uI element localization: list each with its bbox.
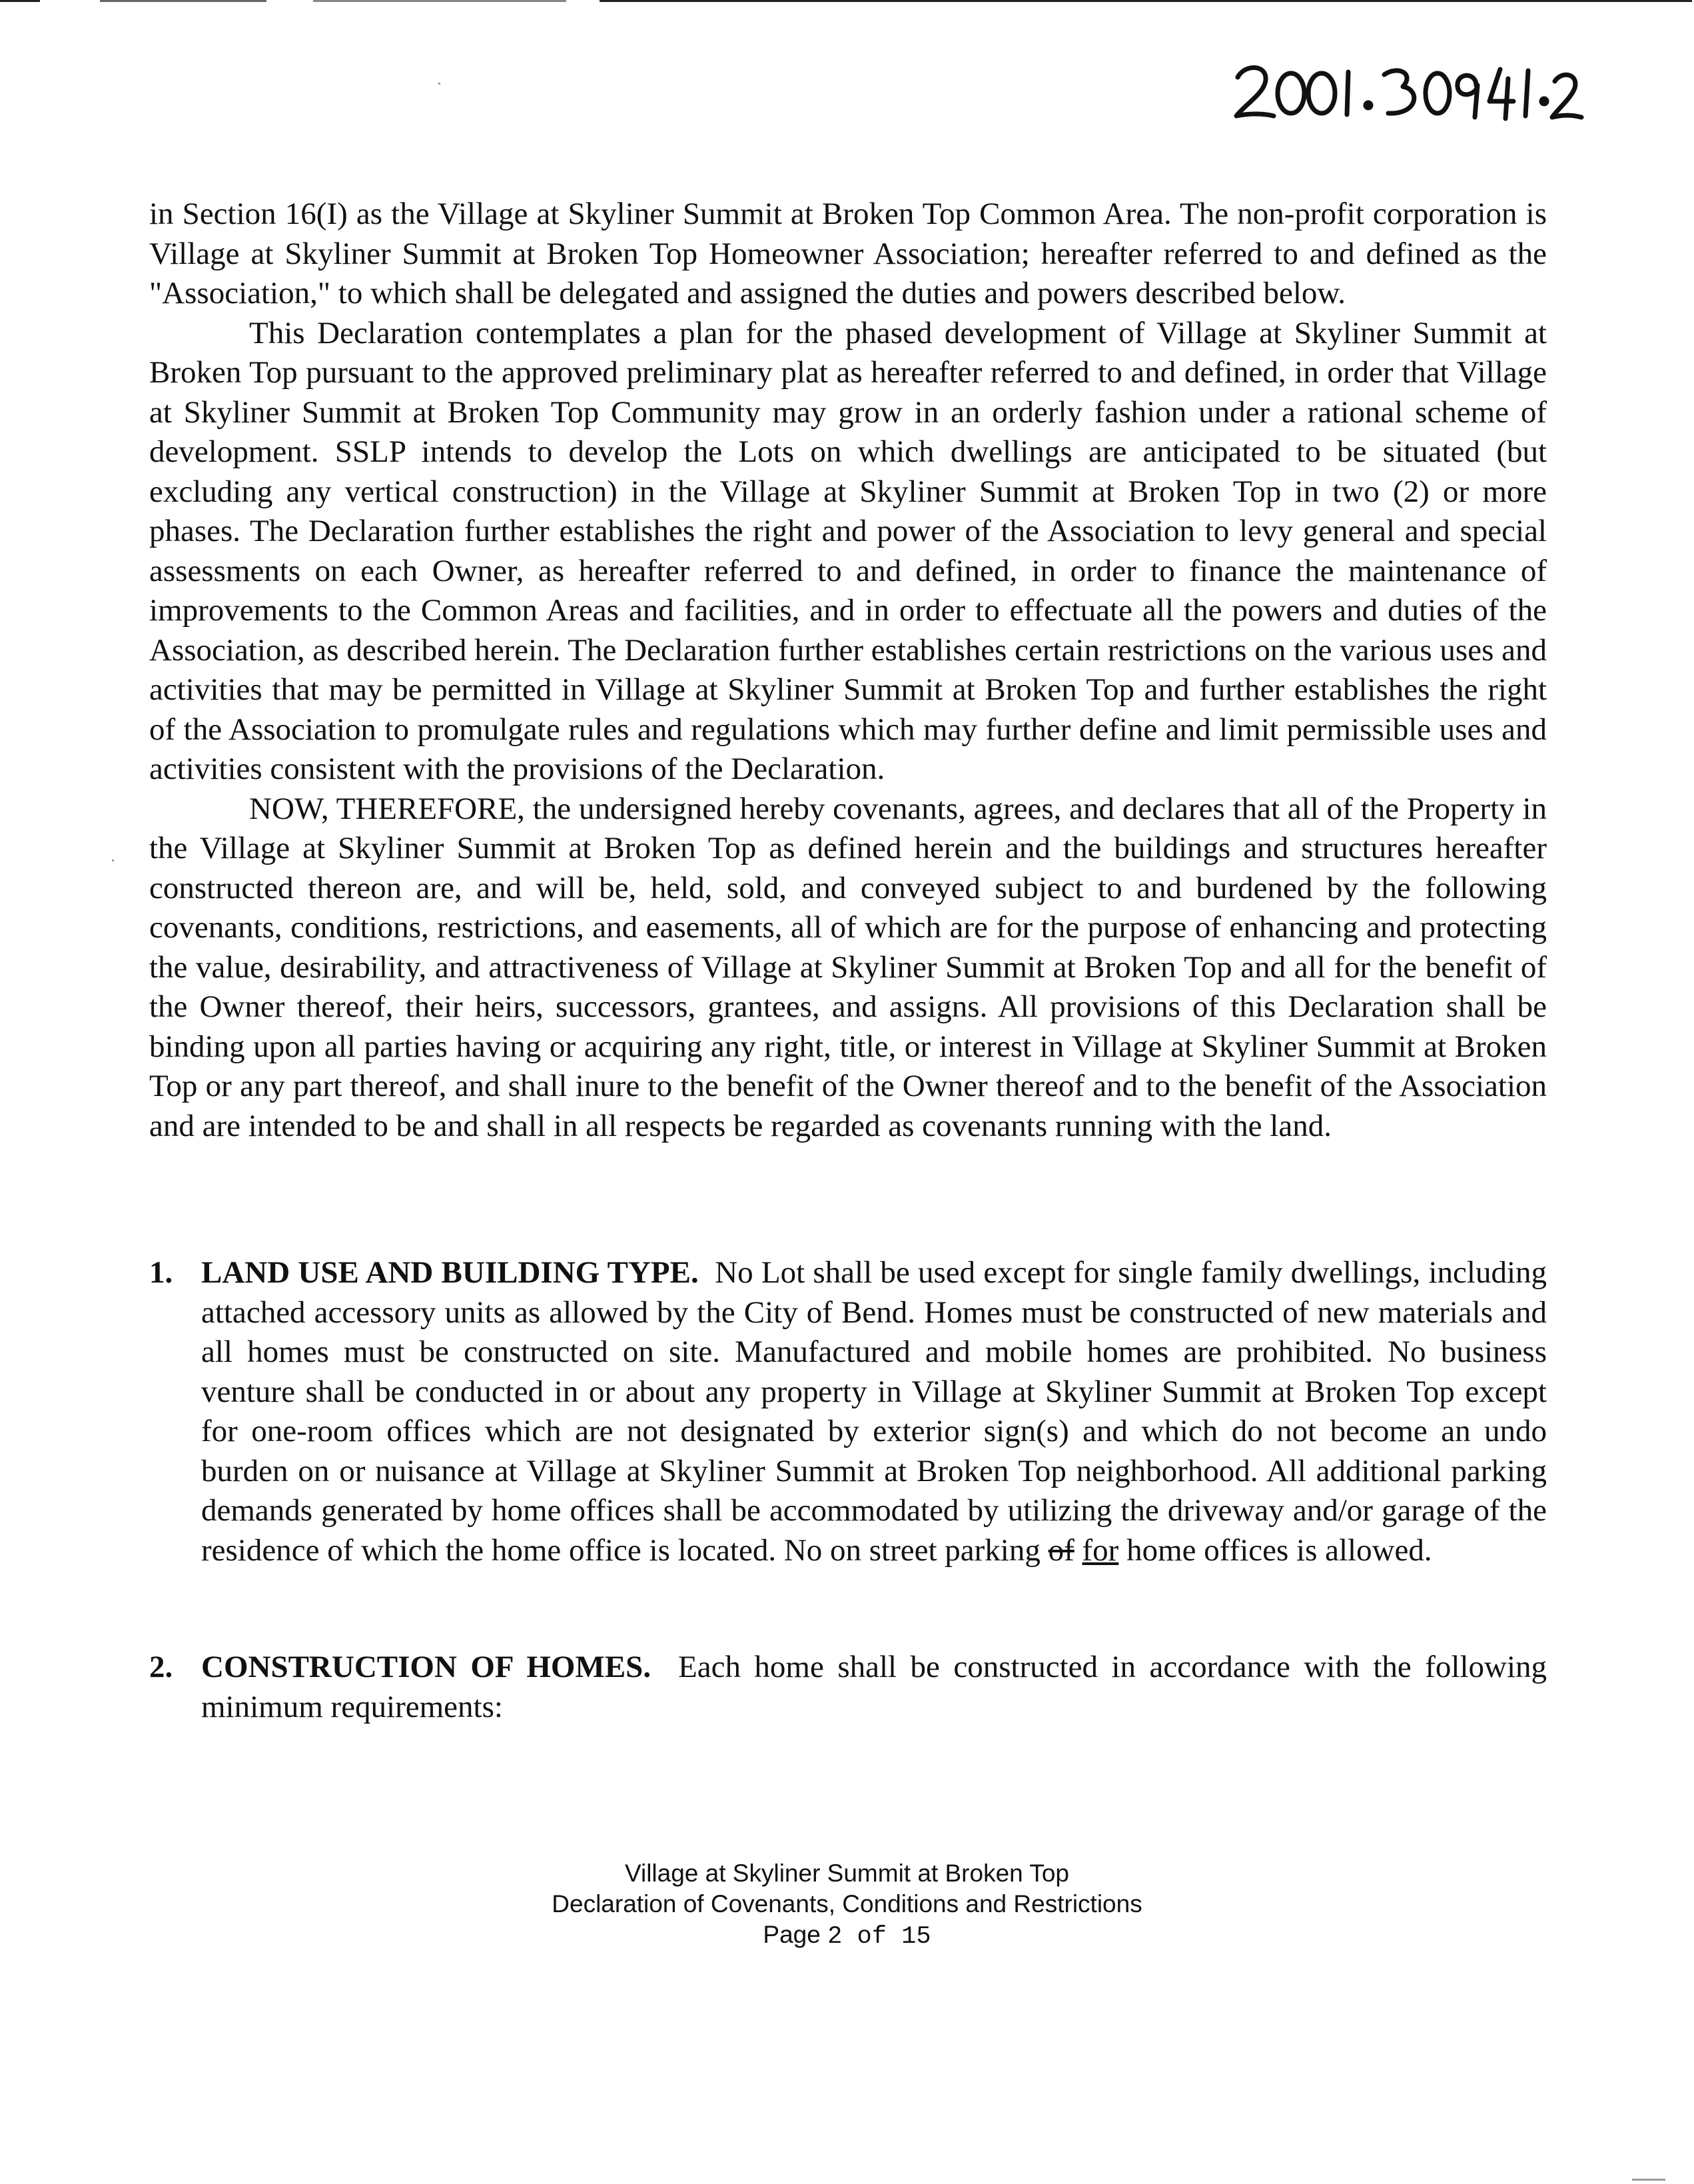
footer-page-line xyxy=(0,1919,1694,1952)
struck-word: of xyxy=(1048,1532,1074,1568)
section-2 xyxy=(149,1648,1547,1727)
inserted-word: for xyxy=(1082,1532,1119,1568)
handwritten-recording-number xyxy=(1226,52,1585,125)
section-content xyxy=(201,1648,1547,1727)
handwritten-number-glyphs xyxy=(1226,52,1585,125)
section-heading: CONSTRUCTION OF HOMES. xyxy=(201,1650,651,1684)
section-heading: LAND USE AND BUILDING TYPE. xyxy=(201,1255,699,1290)
section-text: No Lot shall be used except for single family dwellings, including attached accessory units as allowed by the City of Bend. Homes must be constructed of new materials and all homes must be constructed on site. Manufactured and mobile homes are prohibited. No business venture shall be conducted in or about any property in Village at Skyliner Summit at Broken Top except for one-room offices which are not designated by exterior sign(s) and which do not become an undo burden on or nuisance at Village at Skyliner Summit at Broken Top neighborhood. All additional parking demands generated by home offices shall be accommodated by utilizing the driveway and/or garage of the residence of which the home office is located. No on street parking xyxy=(201,1255,1547,1568)
body-paragraph-3: NOW, THEREFORE, the undersigned hereby covenants, agrees, and declares that all of the Property in the Village at Skyliner Summit at Broken Top as defined herein and the buildings and structures hereafter constructed thereon are, and will be, held, sold, and conveyed subject to and burdened by the following covenants, conditions, restrictions, and easements, all of which are for the purpose of enhancing and protecting the value, desirability, and attractiveness of Village at Skyliner Summit at Broken Top and all for the benefit of the Owner thereof, their heirs, successors, grantees, and assigns. All provisions of this Declaration shall be binding upon all parties having or acquiring any right, title, or interest in Village at Skyliner Summit at Broken Top or any part thereof, and shall inure to the benefit of the Owner thereof and to the benefit of the Association and are intended to be and shall in all respects be regarded as covenants running with the land. xyxy=(149,791,1547,1143)
body-paragraph-1: in Section 16(I) as the Village at Skyliner Summit at Broken Top Common Area. The non-profit corporation is Village at Skyliner Summit at Broken Top Homeowner Association; hereafter referred to and defined as the "Association," to which shall be delegated and assigned the duties and powers described below. xyxy=(149,197,1547,310)
page-label: Page xyxy=(763,1921,821,1948)
footer-subtitle: Declaration of Covenants, Conditions and Restrictions xyxy=(552,1890,1142,1917)
page-footer xyxy=(0,1858,1694,1952)
scan-speck xyxy=(112,859,114,861)
section-content xyxy=(201,1253,1547,1570)
section-text: Each home shall be constructed in accordance with the following minimum requirements: xyxy=(201,1650,1547,1724)
section-number: 1. xyxy=(149,1255,173,1290)
page-number: 2 of 15 xyxy=(827,1923,931,1951)
section-text-end: home offices is allowed. xyxy=(1126,1532,1432,1568)
section-number: 2. xyxy=(149,1650,173,1684)
body-paragraph-2: This Declaration contemplates a plan for the phased development of Village at Skyliner Summit at Broken Top pursuant to the approved preliminary plat as hereafter referred to and defined, in order that Village at Skyliner Summit at Broken Top Community may grow in an orderly fashion under a rational scheme of development. SSLP intends to develop the Lots on which dwellings are anticipated to be situated (but excluding any vertical construction) in the Village at Skyliner Summit at Broken Top in two (2) or more phases. The Declaration further establishes the right and power of the Association to levy general and special assessments on each Owner, as hereafter referred to and defined, in order to finance the maintenance of improvements to the Common Areas and facilities, and in order to effectuate all the powers and duties of the Association, as described herein. The Declaration further establishes certain restrictions on the various uses and activities that may be permitted in Village at Skyliner Summit at Broken Top and further establishes the right of the Association to promulgate rules and regulations which may further define and limit permissible uses and activities consistent with the provisions of the Declaration. xyxy=(149,315,1547,786)
scan-speck xyxy=(1632,2179,1665,2181)
footer-title: Village at Skyliner Summit at Broken Top xyxy=(624,1860,1069,1887)
document-body xyxy=(149,195,1547,1146)
scan-speck xyxy=(438,83,440,85)
section-1 xyxy=(149,1253,1547,1570)
scan-edge-artifact xyxy=(0,0,1694,4)
